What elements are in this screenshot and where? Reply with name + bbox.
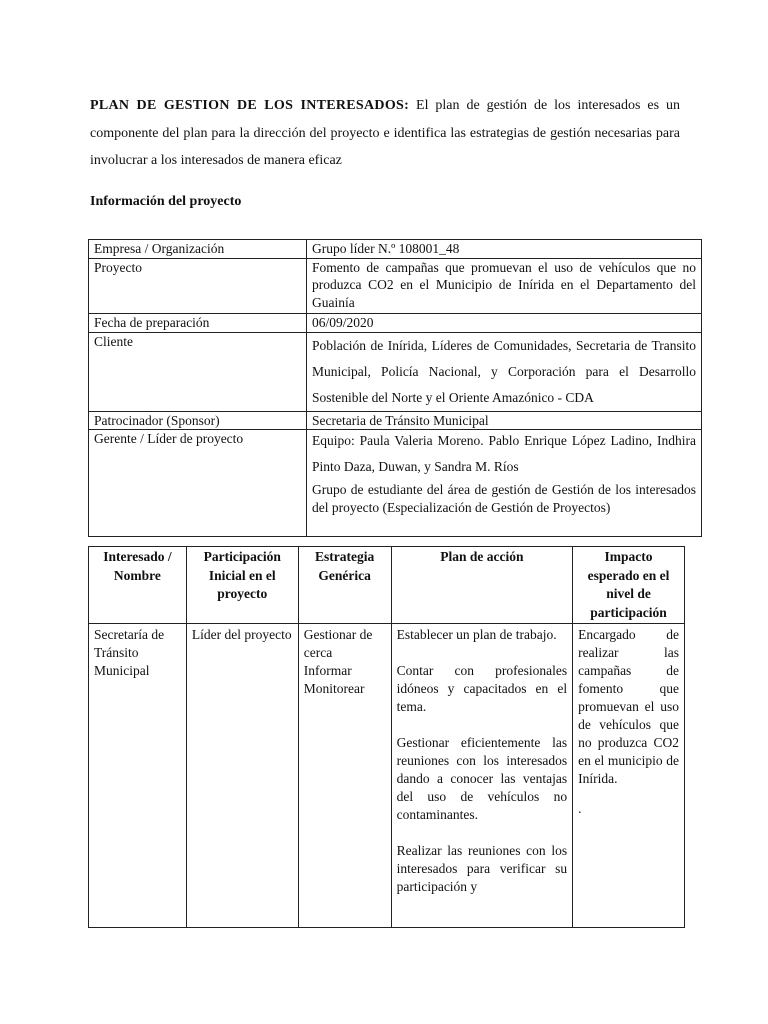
stakeholder-name: Secretaría de Tránsito Municipal xyxy=(89,624,187,928)
table-row xyxy=(89,624,685,928)
info-value: Fomento de campañas que promuevan el uso de vehículos que no produzca CO2 en el Municipio de Inírida en el Departamento del Guainía xyxy=(307,258,702,313)
stakeholder-table xyxy=(88,546,685,928)
intro-paragraph xyxy=(90,92,680,175)
initial-participation: Líder del proyecto xyxy=(186,624,298,928)
column-header: Interesado / Nombre xyxy=(89,547,187,624)
strategy-item: Gestionar de cerca xyxy=(303,627,373,660)
table-row xyxy=(89,313,702,332)
column-header: Estrategia Genérica xyxy=(298,547,391,624)
column-header: Participación Inicial en el proyecto xyxy=(186,547,298,624)
project-info-table xyxy=(88,239,702,537)
strategy-item: Informar xyxy=(303,663,352,678)
info-label: Proyecto xyxy=(89,258,307,313)
info-label: Patrocinador (Sponsor) xyxy=(89,411,307,430)
info-value: Grupo líder N.º 108001_48 xyxy=(307,240,702,259)
strategy-item: Monitorear xyxy=(303,681,365,696)
table-row xyxy=(89,240,702,259)
table-header-row xyxy=(89,547,685,624)
info-value: Población de Inírida, Líderes de Comunidades, Secretaria de Transito Municipal, Policía Nacional, y Corporación para el Desarrollo Sostenible del Norte y el Oriente Amazónico - CDA xyxy=(307,332,702,411)
action-item: Establecer un plan de trabajo. xyxy=(396,627,557,642)
table-row xyxy=(89,332,702,411)
info-value xyxy=(307,430,702,537)
info-value: Secretaria de Tránsito Municipal xyxy=(307,411,702,430)
impact-extra: . xyxy=(578,801,582,816)
manager-team: Equipo: Paula Valeria Moreno. Pablo Enrique López Ladino, Indhira Pinto Daza, Duwan, y Sandra M. Ríos xyxy=(312,433,696,474)
table-row xyxy=(89,411,702,430)
generic-strategy xyxy=(298,624,391,928)
section-title: Información del proyecto xyxy=(90,194,242,209)
column-header: Impacto esperado en el nivel de participación xyxy=(573,547,685,624)
intro-heading: PLAN DE GESTION DE LOS INTERESADOS: xyxy=(90,98,410,113)
action-item: Realizar las reuniones con los interesados para verificar su participación y xyxy=(396,843,568,894)
column-header: Plan de acción xyxy=(391,547,573,624)
info-label: Cliente xyxy=(89,332,307,411)
action-item: Contar con profesionales idóneos y capacitados en el tema. xyxy=(396,663,568,714)
info-label: Gerente / Líder de proyecto xyxy=(89,430,307,537)
manager-group: Grupo de estudiante del área de gestión de Gestión de los interesados del proyecto (Especialización de Gestión de Proyectos) xyxy=(312,482,696,515)
table-row xyxy=(89,430,702,537)
expected-impact xyxy=(573,624,685,928)
intro-text: El plan de gestión de los interesados es un componente del plan para la dirección del proyecto e identifica las estrategias de gestión necesarias para involucrar a los interesados de manera eficaz xyxy=(90,98,680,168)
info-value: 06/09/2020 xyxy=(307,313,702,332)
action-plan xyxy=(391,624,573,928)
action-item: Gestionar eficientemente las reuniones con los interesados dando a conocer las ventajas del uso de vehículos no contaminantes. xyxy=(396,735,568,822)
impact-text: Encargado de realizar las campañas de fomento que promuevan el uso de vehículos que no produzca CO2 en el municipio de Inírida. xyxy=(578,627,679,786)
table-row xyxy=(89,258,702,313)
info-label: Fecha de preparación xyxy=(89,313,307,332)
info-label: Empresa / Organización xyxy=(89,240,307,259)
